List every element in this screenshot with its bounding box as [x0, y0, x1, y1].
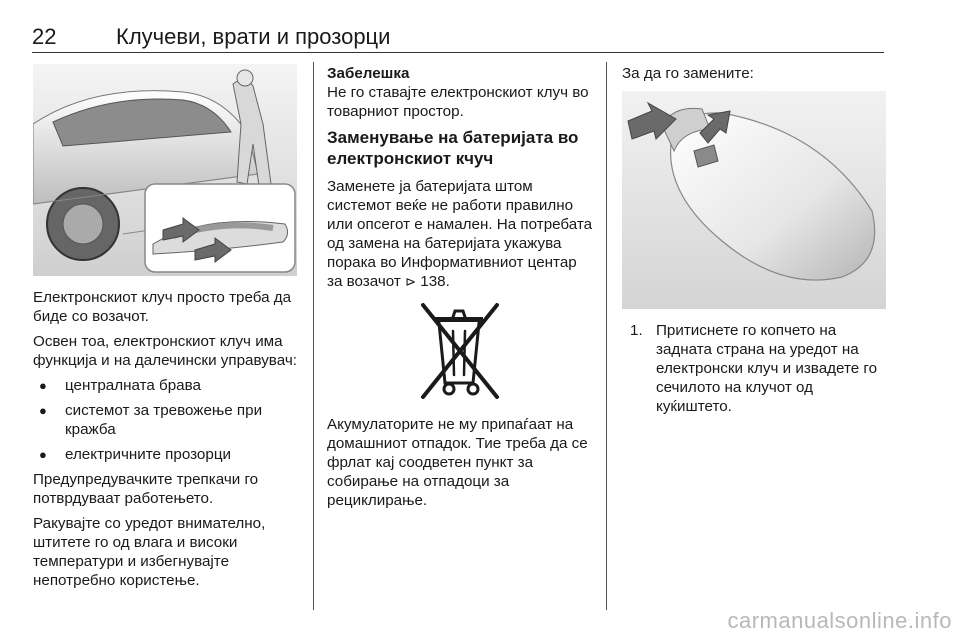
note: [327, 64, 595, 121]
page-number: 22: [32, 24, 57, 49]
note-text: Не го ставајте електронскиот клуч во товарниот простор.: [327, 84, 589, 120]
paragraph: Освен тоа, електронскиот клуч има функција и на далечински управувач:: [33, 333, 297, 369]
paragraph: Предупредувачките трепкачи го потврдуваат работењето.: [33, 471, 259, 507]
page-header: [32, 22, 884, 53]
column-divider: [313, 62, 314, 610]
paragraph: Акумулаторите не му припаѓаат на домашниот отпадок. Тие треба да се фрлат кај соодветен пункт за собирање на отпадоци за рециклирање.: [327, 416, 588, 509]
note-title: Забелешка: [327, 65, 410, 82]
watermark: carmanualsonline.info: [727, 608, 952, 633]
step-number: 1.: [630, 322, 643, 339]
paragraph: [327, 177, 595, 291]
list-item: ● електричните прозорци: [33, 445, 301, 464]
steps-list: [622, 321, 886, 416]
column-divider: [606, 62, 607, 610]
step-item: [630, 321, 886, 416]
paragraph: Електронскиот клуч просто треба да биде со возачот.: [33, 289, 292, 325]
feature-list: [33, 376, 301, 464]
paragraph: За да го замените:: [622, 65, 754, 82]
column-3: [622, 64, 886, 416]
electronic-key-illustration: [622, 91, 886, 309]
chapter-title: Клучеви, врати и прозорци: [116, 24, 391, 49]
column-1: [33, 64, 301, 596]
page-reference-icon: ⊳: [405, 274, 417, 289]
step-text: Притиснете го копчето на задната страна на уредот на електронски клуч и извадете го сечилото на клучот од куќиштето.: [656, 322, 878, 415]
list-item: ● системот за тревожење при кражба: [33, 401, 301, 439]
list-item: ● централната брава: [33, 376, 301, 395]
page-reference-link[interactable]: 138.: [420, 273, 450, 290]
paragraph: Ракувајте со уредот внимателно, штитете го од влага и високи температури и избегнувајте непотребно користење.: [33, 515, 266, 589]
paragraph-text: Заменете ја батеријата штом системот веќе не работи правилно или опсегот е намален. На потребата од замена на батеријата укажува порака во Информативниот центар за возачот: [327, 178, 593, 290]
crossed-out-bin-icon: [327, 297, 595, 401]
column-2: [327, 64, 595, 516]
section-heading: Заменување на батеријата во електронскиот кчуч: [327, 128, 579, 168]
car-door-handle-illustration: [33, 64, 297, 276]
